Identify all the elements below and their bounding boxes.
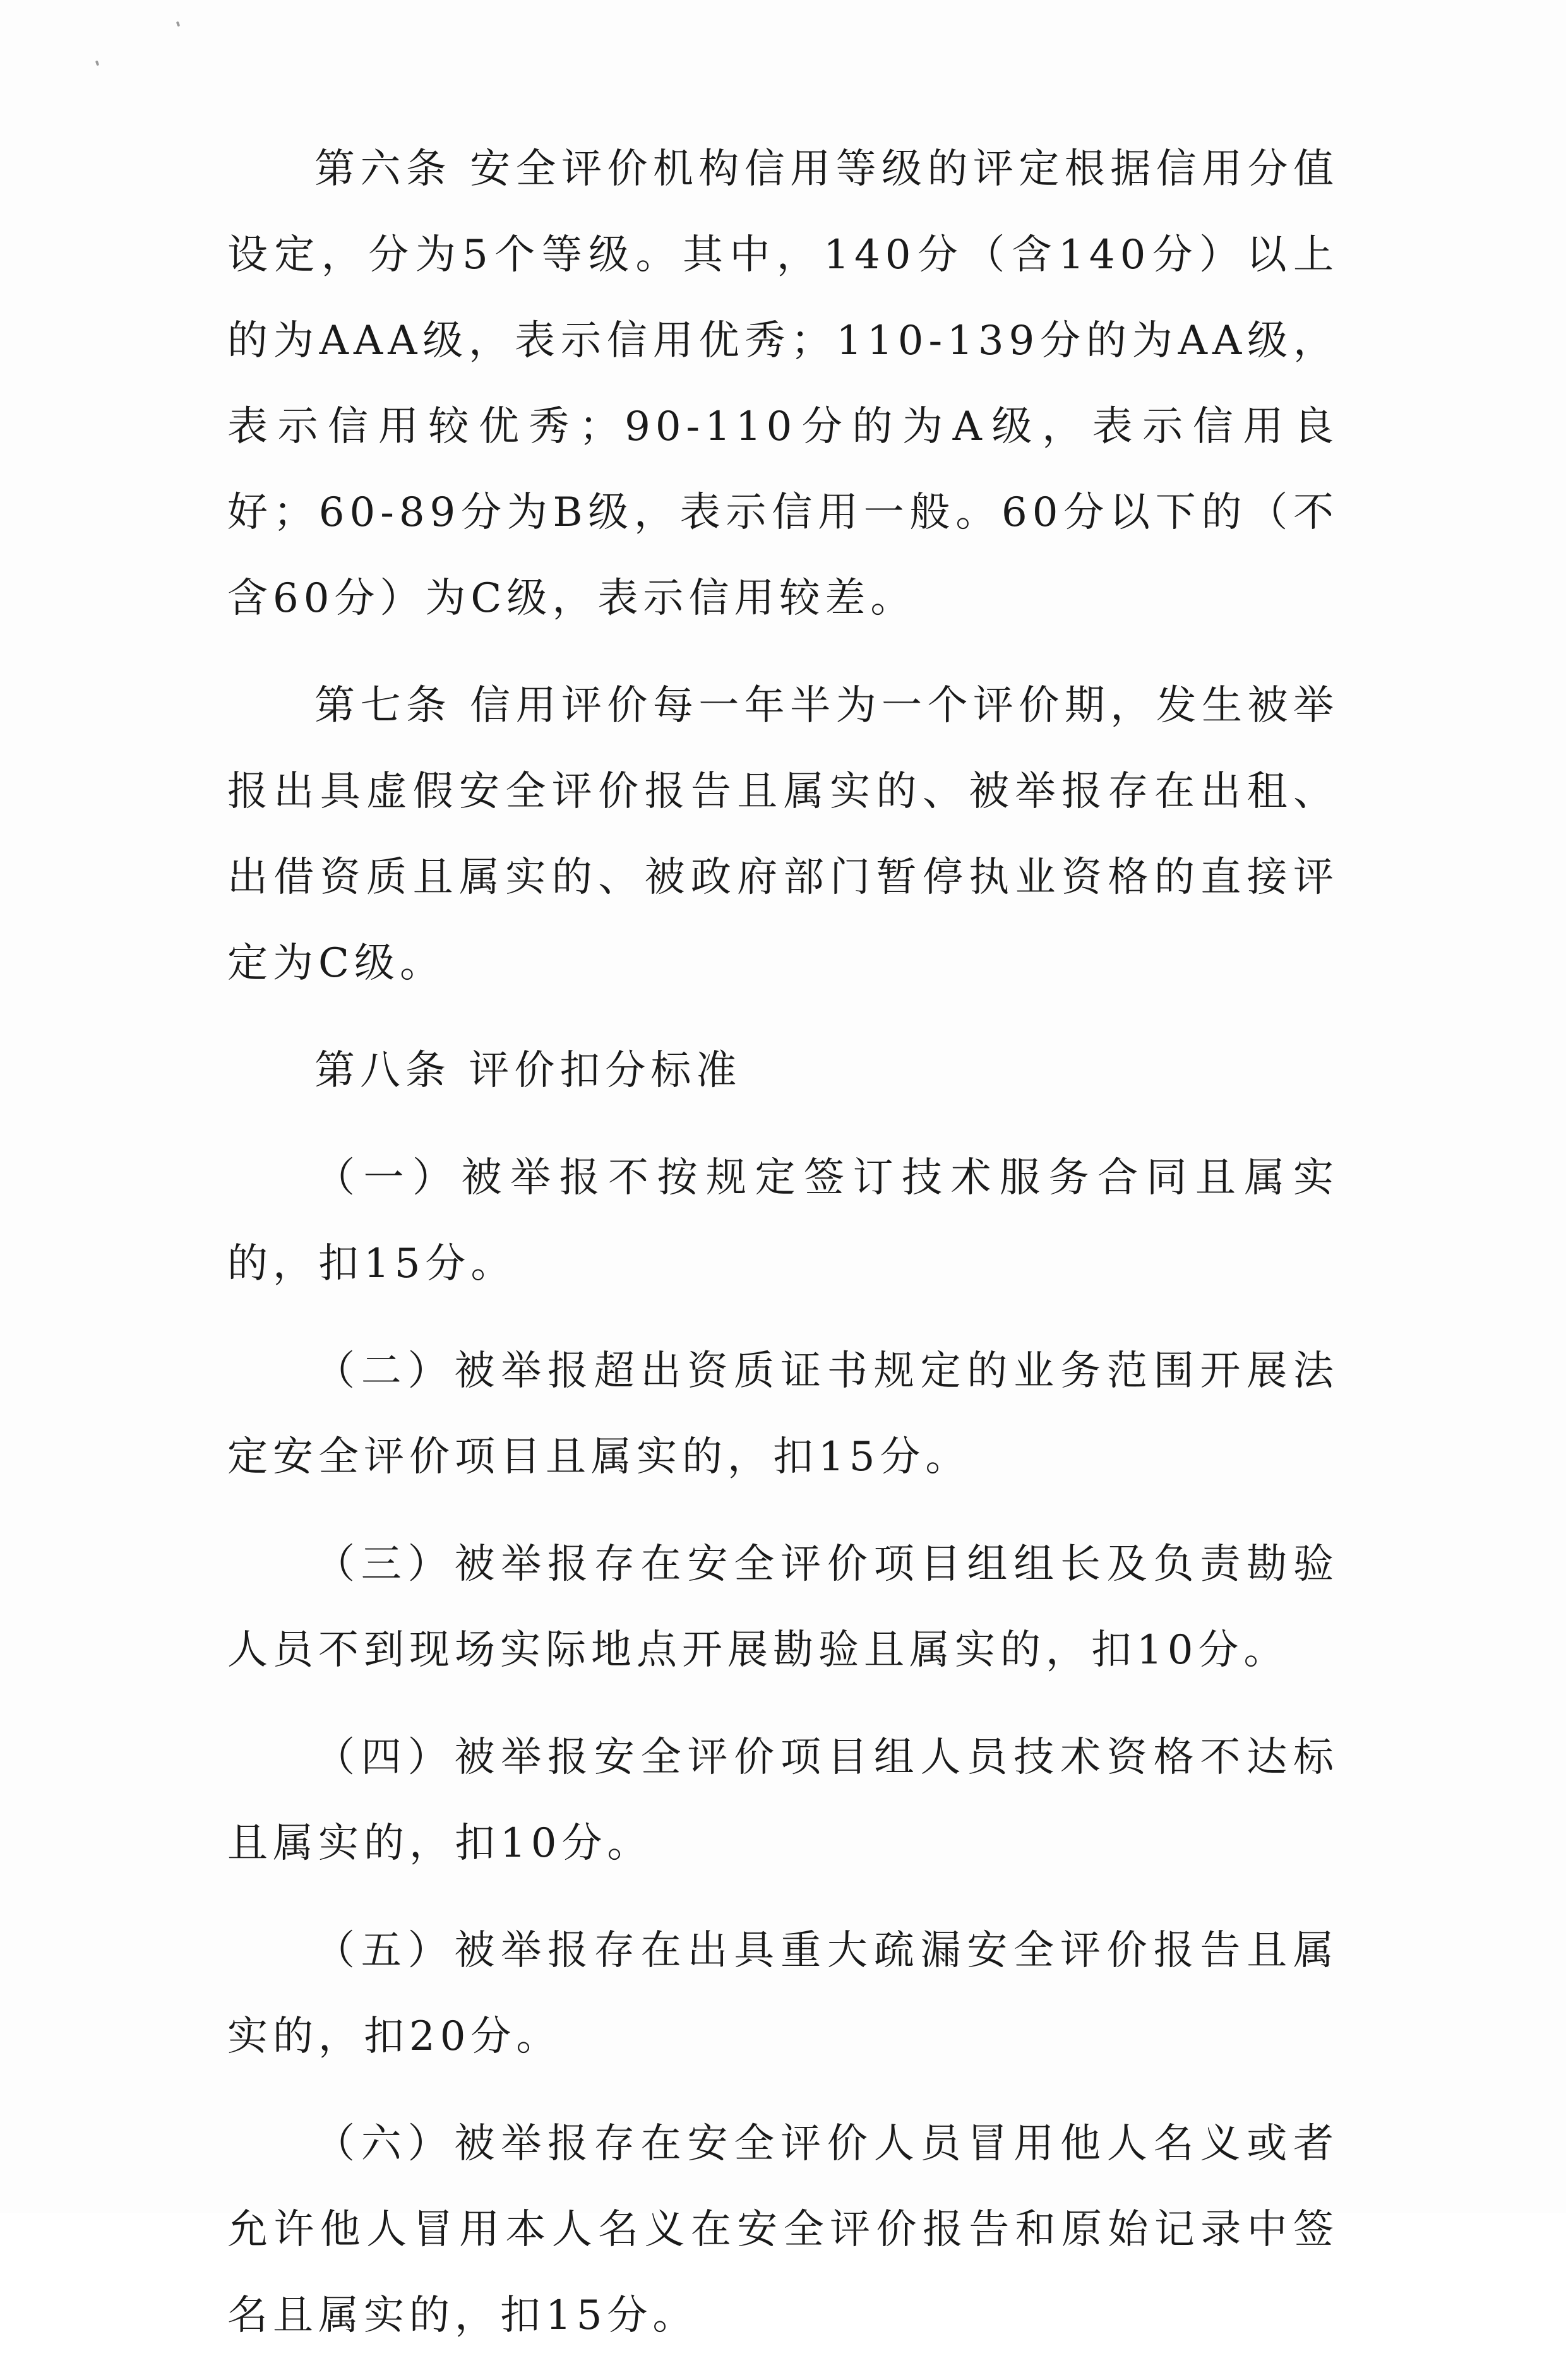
scan-speck <box>95 61 99 66</box>
article-7: 第七条 信用评价每一年半为一个评价期，发生被举报出具虚假安全评价报告且属实的、被举报存在出租、出借资质且属实的、被政府部门暂停执业资格的直接评定为C级。 <box>227 682 1339 987</box>
article-8-heading: 第八条 评价扣分标准 <box>314 1047 742 1094</box>
clause-5: （五）被举报存在出具重大疏漏安全评价报告且属实的，扣20分。 <box>227 1927 1339 2060</box>
scan-speck <box>176 21 180 27</box>
clause-4: （四）被举报安全评价项目组人员技术资格不达标且属实的，扣10分。 <box>227 1734 1339 1867</box>
clause-1: （一）被举报不按规定签订技术服务合同且属实的，扣15分。 <box>227 1155 1339 1287</box>
clause-6: （六）被举报存在安全评价人员冒用他人名义或者允许他人冒用本人名义在安全评价报告和原始记录中签名且属实的，扣15分。 <box>227 2121 1339 2339</box>
document-body <box>227 126 1339 2380</box>
clause-3: （三）被举报存在安全评价项目组组长及负责勘验人员不到现场实际地点开展勘验且属实的，扣10分。 <box>227 1541 1339 1674</box>
article-6: 第六条 安全评价机构信用等级的评定根据信用分值设定，分为5个等级。其中，140分（含140分）以上的为AAA级，表示信用优秀；110-139分的为AA级，表示信用较优秀；90-110分的为A级，表示信用良好；60-89分为B级，表示信用一般。60分以下的（不含60分）为C级，表示信用较差。 <box>227 146 1339 622</box>
clause-2: （二）被举报超出资质证书规定的业务范围开展法定安全评价项目且属实的，扣15分。 <box>227 1348 1339 1480</box>
